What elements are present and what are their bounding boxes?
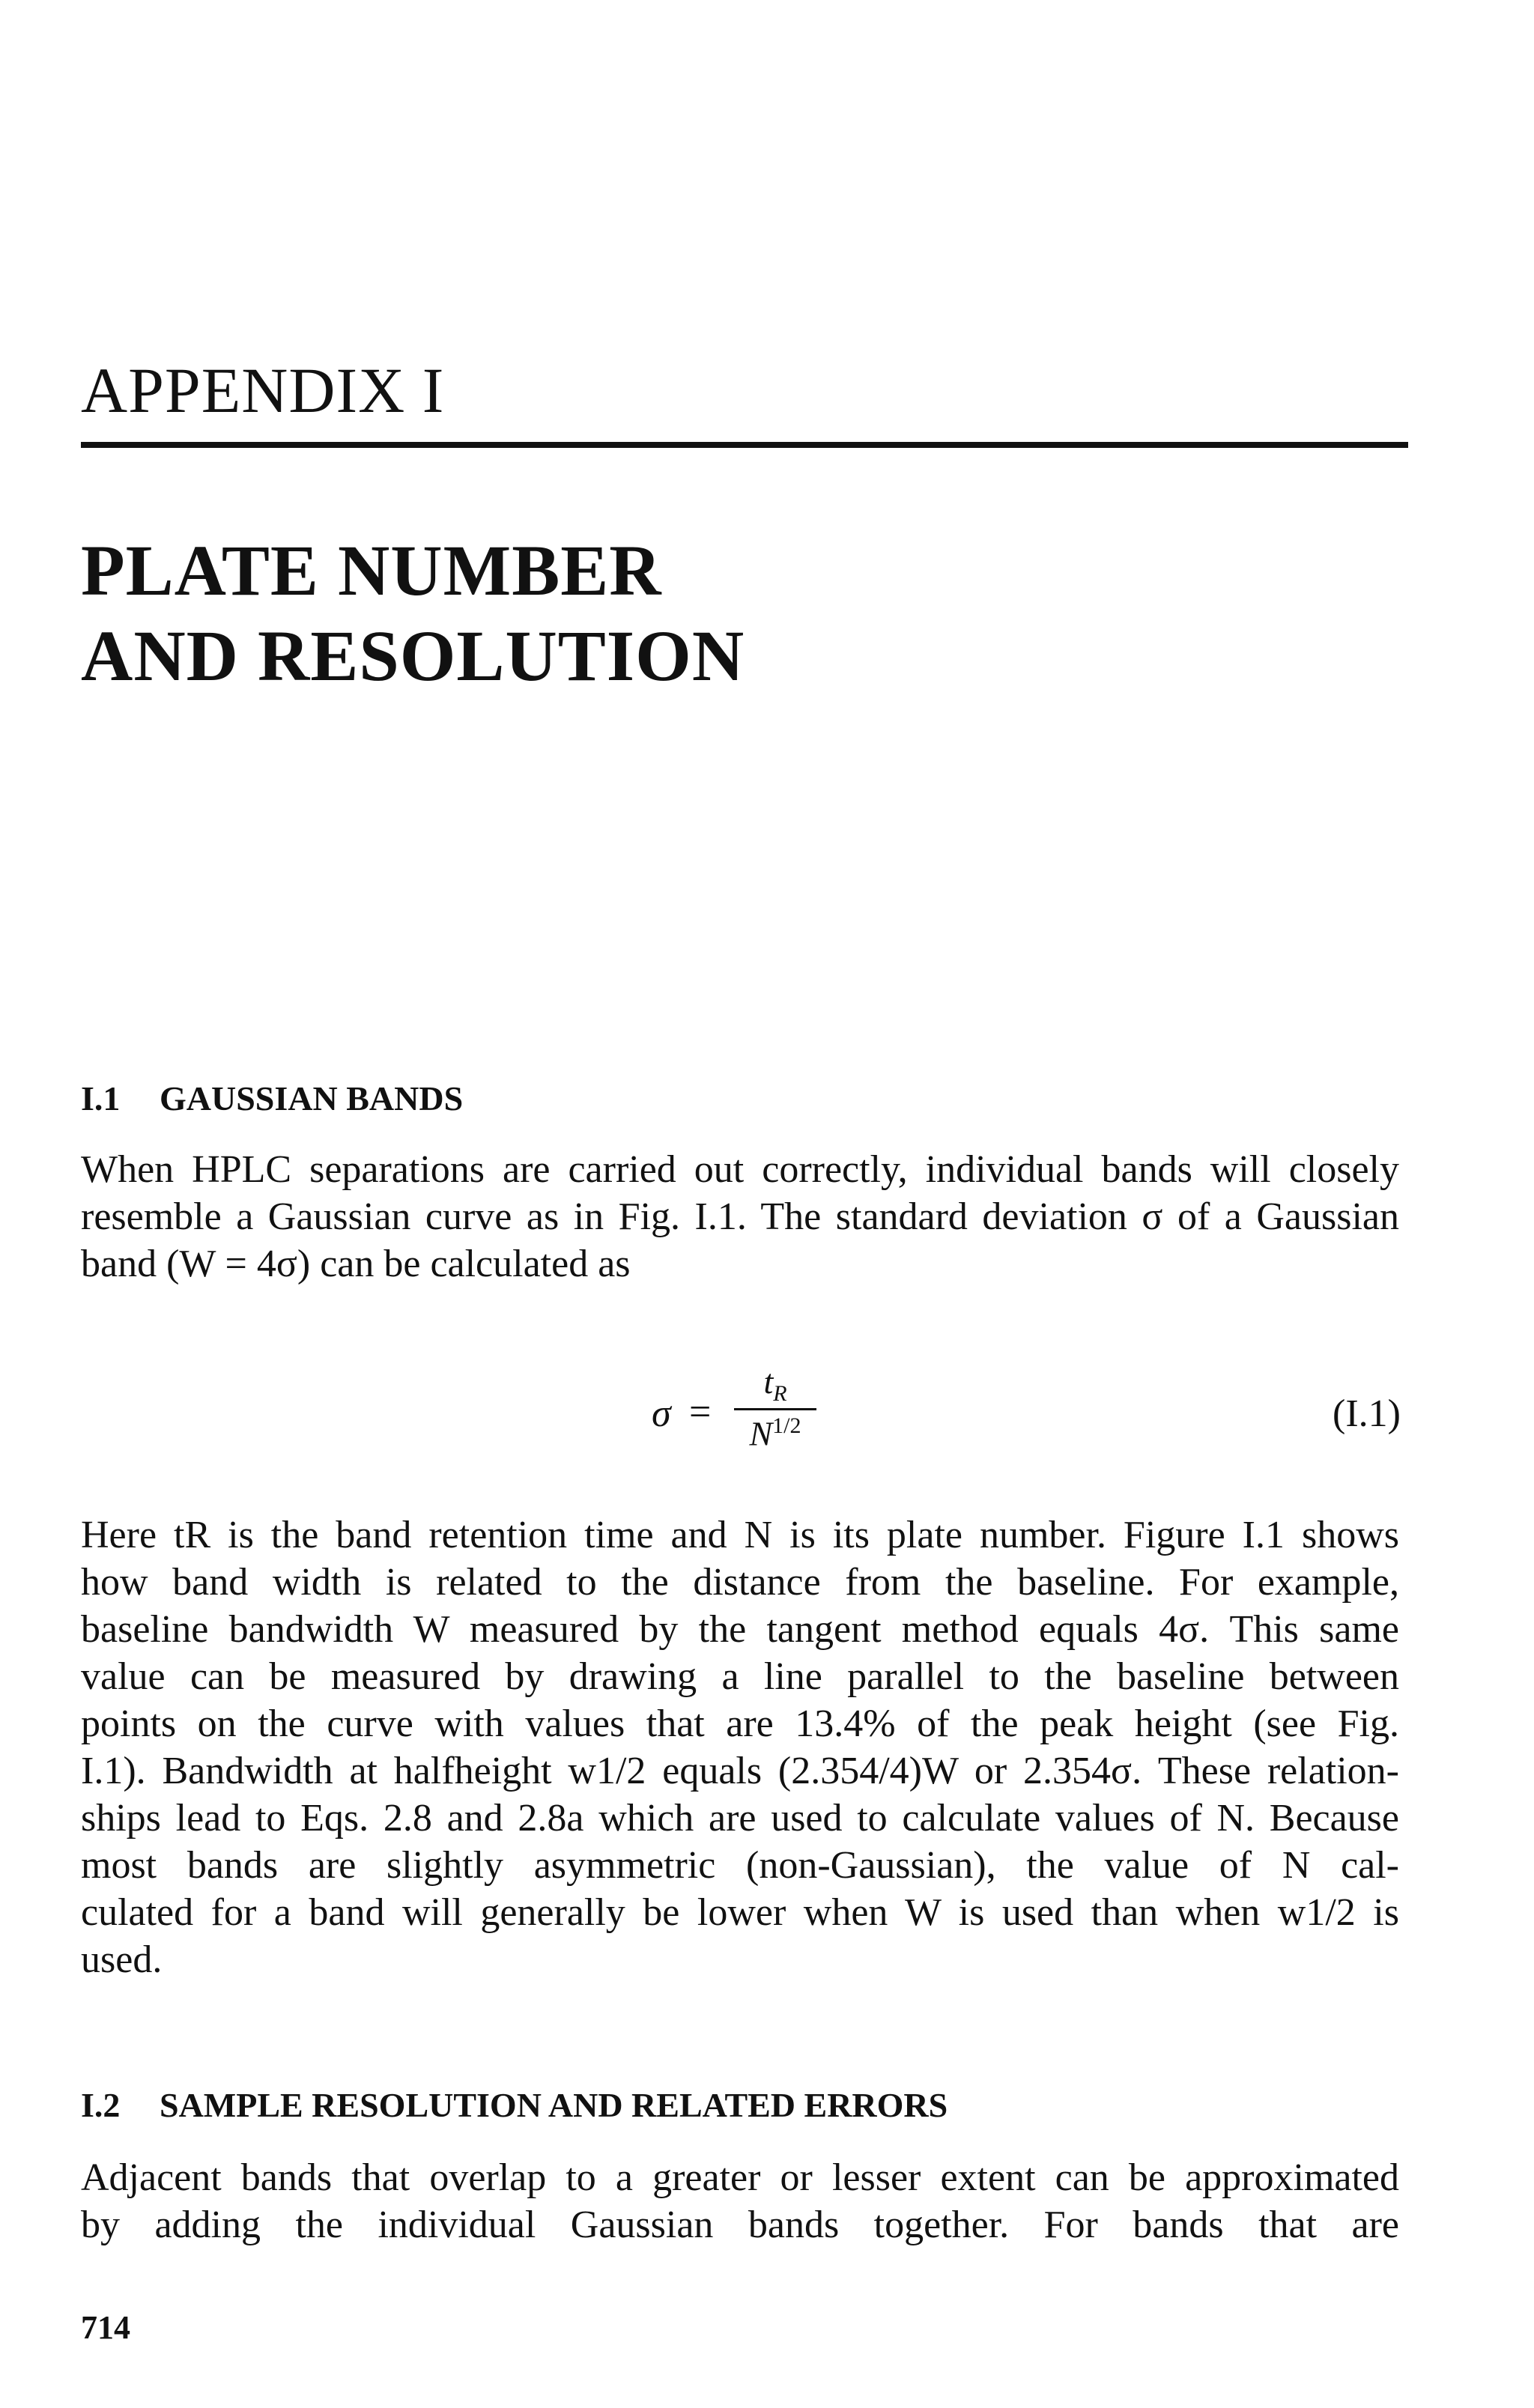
text-line: band (W = 4σ) can be calculated as	[81, 1243, 631, 1285]
fraction-bar	[734, 1408, 816, 1410]
text-line: used.	[81, 1938, 163, 1981]
equation-denominator: $N^{1/2}$	[749, 1413, 801, 1453]
text-line: value can be measured by drawing a line parallel to the baseline between	[81, 1655, 1399, 1698]
text-line: When HPLC separations are carried out correctly, individual bands will closely	[81, 1148, 1399, 1191]
appendix-rule	[81, 442, 1408, 448]
equation-i-1	[652, 1362, 1401, 1459]
page-number: 714	[81, 2309, 130, 2346]
equation-fraction	[734, 1362, 816, 1454]
text-line: how band width is related to the distance from the baseline. For example,	[81, 1561, 1399, 1604]
section-heading-2	[81, 2088, 948, 2123]
chapter-title	[81, 528, 745, 699]
text-line: points on the curve with values that are 13.4% of the peak height (see Fig.	[81, 1702, 1399, 1745]
equation-label: (I.1)	[1333, 1392, 1401, 1435]
text-line: ships lead to Eqs. 2.8 and 2.8a which are used to calculate values of N. Because	[81, 1797, 1399, 1840]
section-title-1: GAUSSIAN BANDS	[160, 1079, 464, 1117]
equation-equals: =	[689, 1391, 712, 1434]
section-title-2: SAMPLE RESOLUTION AND RELATED ERRORS	[160, 2086, 948, 2124]
section-1-intro	[81, 1146, 1399, 1288]
chapter-title-line-1: PLATE NUMBER	[81, 530, 662, 610]
chapter-title-line-2: AND RESOLUTION	[81, 616, 745, 696]
appendix-label: APPENDIX I	[81, 354, 445, 426]
section-number-1: I.1	[81, 1079, 121, 1117]
text-line: by adding the individual Gaussian bands together. For bands that are	[81, 2204, 1399, 2246]
text-line: culated for a band will generally be lower when W is used than when w1/2 is	[81, 1891, 1399, 1934]
text-line: Here tR is the band retention time and N is its plate number. Figure I.1 shows	[81, 1514, 1399, 1556]
text-line: I.1). Bandwidth at halfheight w1/2 equals (2.354/4)W or 2.354σ. These relation-	[81, 1750, 1399, 1792]
equation-lhs: σ	[652, 1392, 671, 1435]
text-line: Adjacent bands that overlap to a greater or lesser extent can be approximated	[81, 2156, 1399, 2199]
text-line: most bands are slightly asymmetric (non-Gaussian), the value of N cal-	[81, 1844, 1399, 1887]
text-line: resemble a Gaussian curve as in Fig. I.1. The standard deviation σ of a Gaussian	[81, 1195, 1399, 1238]
equation-numerator: $t_R$	[763, 1362, 787, 1407]
section-heading-1	[81, 1079, 464, 1117]
text-line: baseline bandwidth W measured by the tangent method equals 4σ. This same	[81, 1608, 1400, 1651]
section-number-2: I.2	[81, 2086, 121, 2124]
section-1-paragraph	[81, 1511, 1399, 1983]
section-2-paragraph	[81, 2154, 1399, 2248]
